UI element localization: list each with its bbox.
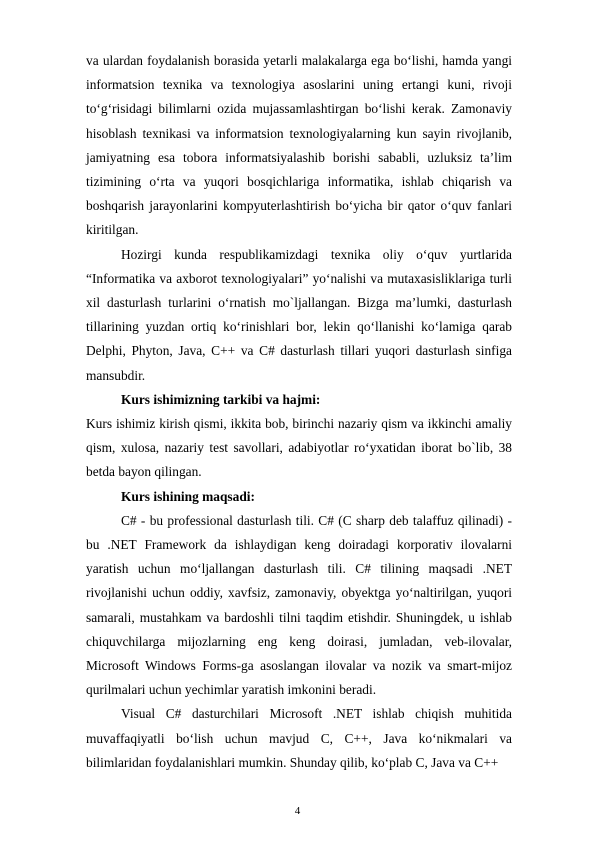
- paragraph-visual-csharp: Visual C# dasturchilari Microsoft .NET ishlab chiqish muhitida muvaffaqiyatli bo‘lish uchun mavjud C, C++, Java ko‘nikmalari va bilimlaridan foydalanishlari mumkin. Shunday qilib, ko‘plab C, Java va C++: [86, 706, 512, 770]
- document-body: [86, 49, 512, 775]
- heading-course-goal: Kurs ishining maqsadi:: [121, 488, 255, 504]
- heading-course-structure: Kurs ishimizning tarkibi va hajmi:: [121, 391, 321, 407]
- paragraph-csharp-description: C# - bu professional dasturlash tili. C# (C sharp deb talaffuz qilinadi) - bu .NET Framework da ishlaydigan keng doiradagi korporativ ilovalarni yaratish uchun mo‘ljallangan dasturlash tili. C# tilining maqsadi .NET rivojlanishi uchun oddiy, xavfsiz, zamonaviy, obyektga yo‘naltirilgan, yuqori samarali, mustahkam va bardoshli tilni taqdim etishdir. Shuningdek, u ishlab chiquvchilarga mijozlarning eng keng doirasi, jumladan, veb-ilovalar, Microsoft Windows Forms-ga asoslangan ilovalar va nozik va smart-mijoz qurilmalari uchun yechimlar yaratish imkonini beradi.: [86, 512, 512, 698]
- paragraph-programming-languages: Hozirgi kunda respublikamizdagi texnika oliy o‘quv yurtlarida “Informatika va axborot texnologiyalari” yo‘nalishi va mutaxasisliklariga turli xil dasturlash turlarini o‘rnatish mo`ljallangan. Bizga ma’lumki, dasturlash tillarining yuzdan ortiq ko‘rinishlari bor, lekin qo‘llanishi ko‘lamiga qarab Delphi, Phyton, Java, C++ va C# dasturlash tillari yuqori dasturlash sinfiga mansubdir.: [86, 246, 512, 383]
- paragraph-continuation: va ulardan foydalanish borasida yetarli malakalarga ega bo‘lishi, hamda yangi informatsion texnika va texnologiya asoslarini uning ertangi kuni, rivoji to‘g‘risidagi bilimlarni ozida mujassamlashtirgan bo‘lishi kerak. Zamonaviy hisoblash texnikasi va informatsion texnologiyalarning kun sayin rivojlanib, jamiyatning esa tobora informatsiyalashib borishi sababli, uzluksiz ta’lim tizimining o‘rta va yuqori bosqichlariga informatika, ishlab chiqarish va boshqarish jarayonlarini kompyuterlashtirish bo‘yicha bir qator o‘quv fanlari kiritilgan.: [86, 53, 512, 238]
- page-number: 4: [294, 805, 301, 817]
- paragraph-course-structure: Kurs ishimiz kirish qismi, ikkita bob, birinchi nazariy qism va ikkinchi amaliy qism, xulosa, nazariy test savollari, adabiyotlar ro‘yxatidan iborat bo`lib, 38 betda bayon qilingan.: [86, 416, 512, 480]
